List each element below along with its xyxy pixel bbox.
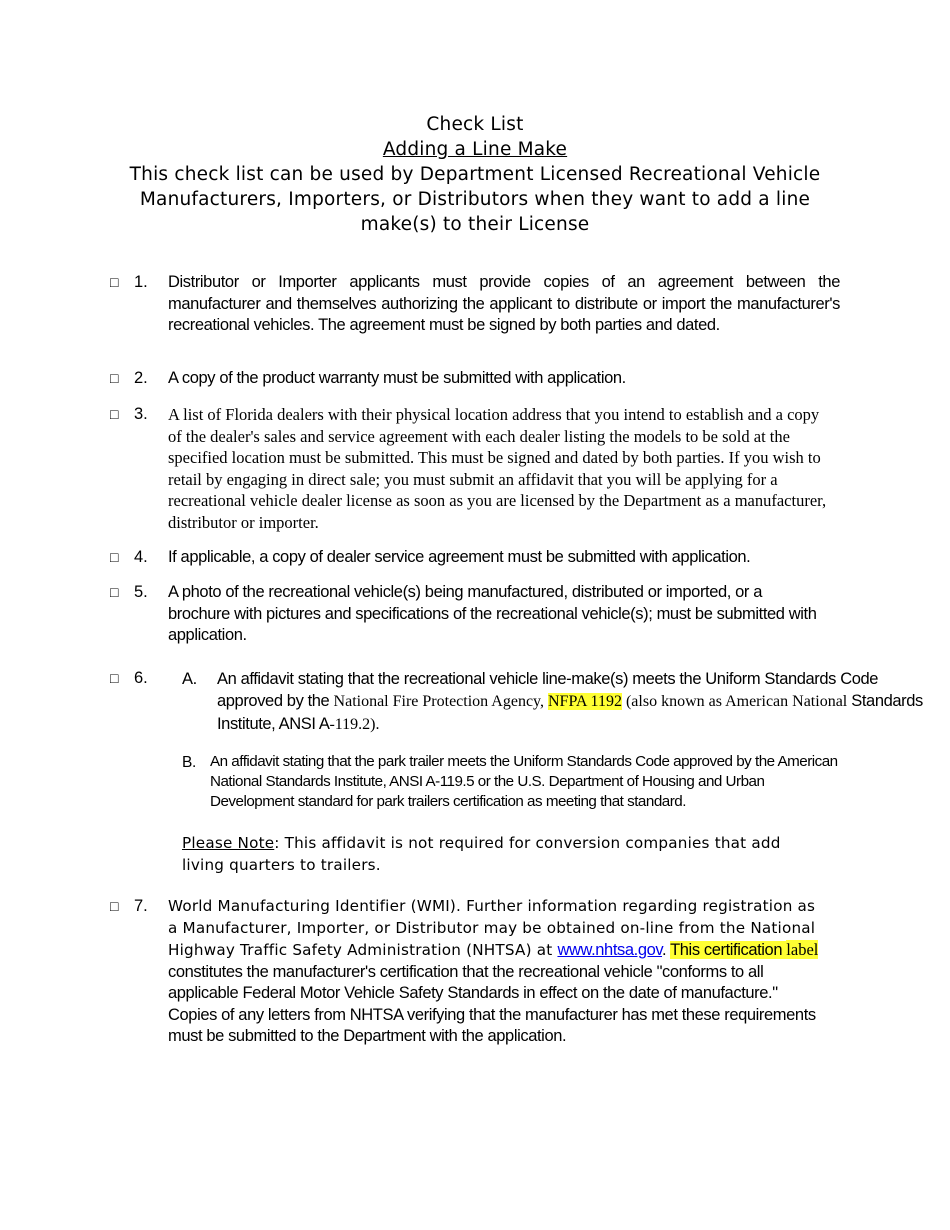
certification-highlight-2: label [786, 940, 819, 959]
sub-item-a-text-1: An affidavit stating that the recreational vehicle line-make(s) meets the Uniform Standards Code approved by the [217, 670, 879, 710]
sub-item-a-text-4: Standards Institute, ANSI A [217, 692, 923, 733]
item-text: A photo of the recreational vehicle(s) being manufactured, distributed or imported, or a brochure with pictures and specifications of the recreational vehicle(s); must be submitted with application. [168, 583, 817, 644]
sub-item-a-text-3: (also known as American National [621, 693, 852, 710]
checkbox[interactable]: □ [110, 549, 119, 565]
checkbox[interactable]: □ [110, 584, 119, 600]
please-note-text: : This affidavit is not required for conversion companies that add living quarters to trailers. [182, 834, 781, 874]
checkbox[interactable]: □ [110, 370, 119, 386]
sub-item-a-text-2: National Fire Protection Agency, [333, 693, 548, 710]
item-number: 4. [134, 548, 148, 566]
sub-item-b-label: B. [182, 754, 196, 771]
header [120, 112, 830, 237]
checkbox[interactable]: □ [110, 898, 119, 914]
item-number: 2. [134, 369, 148, 387]
certification-highlight-1: This certification [670, 941, 787, 959]
sub-item-a-text-5: -119.2). [329, 715, 380, 733]
item-number: 1. [134, 273, 148, 291]
item-text [168, 896, 828, 1048]
item-7-text-2: . [662, 941, 671, 959]
page-description: This check list can be used by Department Licensed Recreational Vehicle Manufacturers, Importers, or Distributors when they want to add a line make(s) to their License [129, 164, 821, 235]
item-text: A copy of the product warranty must be submitted with application. [168, 369, 626, 387]
item-text: Distributor or Importer applicants must provide copies of an agreement between the manufacturer and themselves authorizing the applicant to distribute or import the manufacturer's recreational vehicles. The agreement must be signed by both parties and dated. [168, 273, 840, 334]
item-number: 5. [134, 583, 148, 601]
sub-item-b-text: An affidavit stating that the park trailer meets the Uniform Standards Code approved by the American National Standards Institute, ANSI A-119.5 or the U.S. Department of Housing and Urban Development standard for park trailers certification as meeting that standard. [210, 753, 838, 810]
item-number: 7. [134, 897, 148, 915]
item-text: A list of Florida dealers with their physical location address that you intend to establish and a copy of the dealer's sales and service agreement with each dealer listing the models to be sold at the specified location must be submitted. This must be signed and dated by both parties. If you wish to retail by engaging in direct sale; you must submit an affidavit that you will be applying for a recreational vehicle dealer license as soon as you are licensed by the Department as a manufacturer, distributor or importer. [168, 405, 827, 532]
nfpa-highlight: NFPA 1192 [548, 693, 622, 710]
checkbox[interactable]: □ [110, 670, 119, 686]
sub-item-a-label: A. [182, 670, 197, 688]
please-note-label: Please Note [182, 834, 275, 852]
nhtsa-link[interactable]: www.nhtsa.gov [557, 941, 663, 959]
page-title: Check List [426, 114, 524, 135]
please-note [182, 832, 822, 876]
checkbox[interactable]: □ [110, 406, 119, 422]
item-7-text-3: constitutes the manufacturer's certification that the recreational vehicle "conforms to all applicable Federal Motor Vehicle Safety Standards in effect on the date of manufacture." Copies of any letters from NHTSA verifying that the manufacturer has met these requirements must be submitted to the Department with the application. [168, 962, 816, 1045]
page-subtitle: Adding a Line Make [382, 139, 568, 160]
item-text: If applicable, a copy of dealer service agreement must be submitted with application. [168, 548, 751, 566]
item-number: 6. [134, 669, 148, 687]
sub-item-a-text [217, 668, 925, 735]
checkbox[interactable]: □ [110, 274, 119, 290]
item-7-text-1: World Manufacturing Identifier (WMI). Further information regarding registration as a Manufacturer, Importer, or Distributor may be obtained on-line from the National Highway Traffic Safety Administration (NHTSA) at [168, 897, 816, 959]
item-number: 3. [134, 405, 148, 423]
